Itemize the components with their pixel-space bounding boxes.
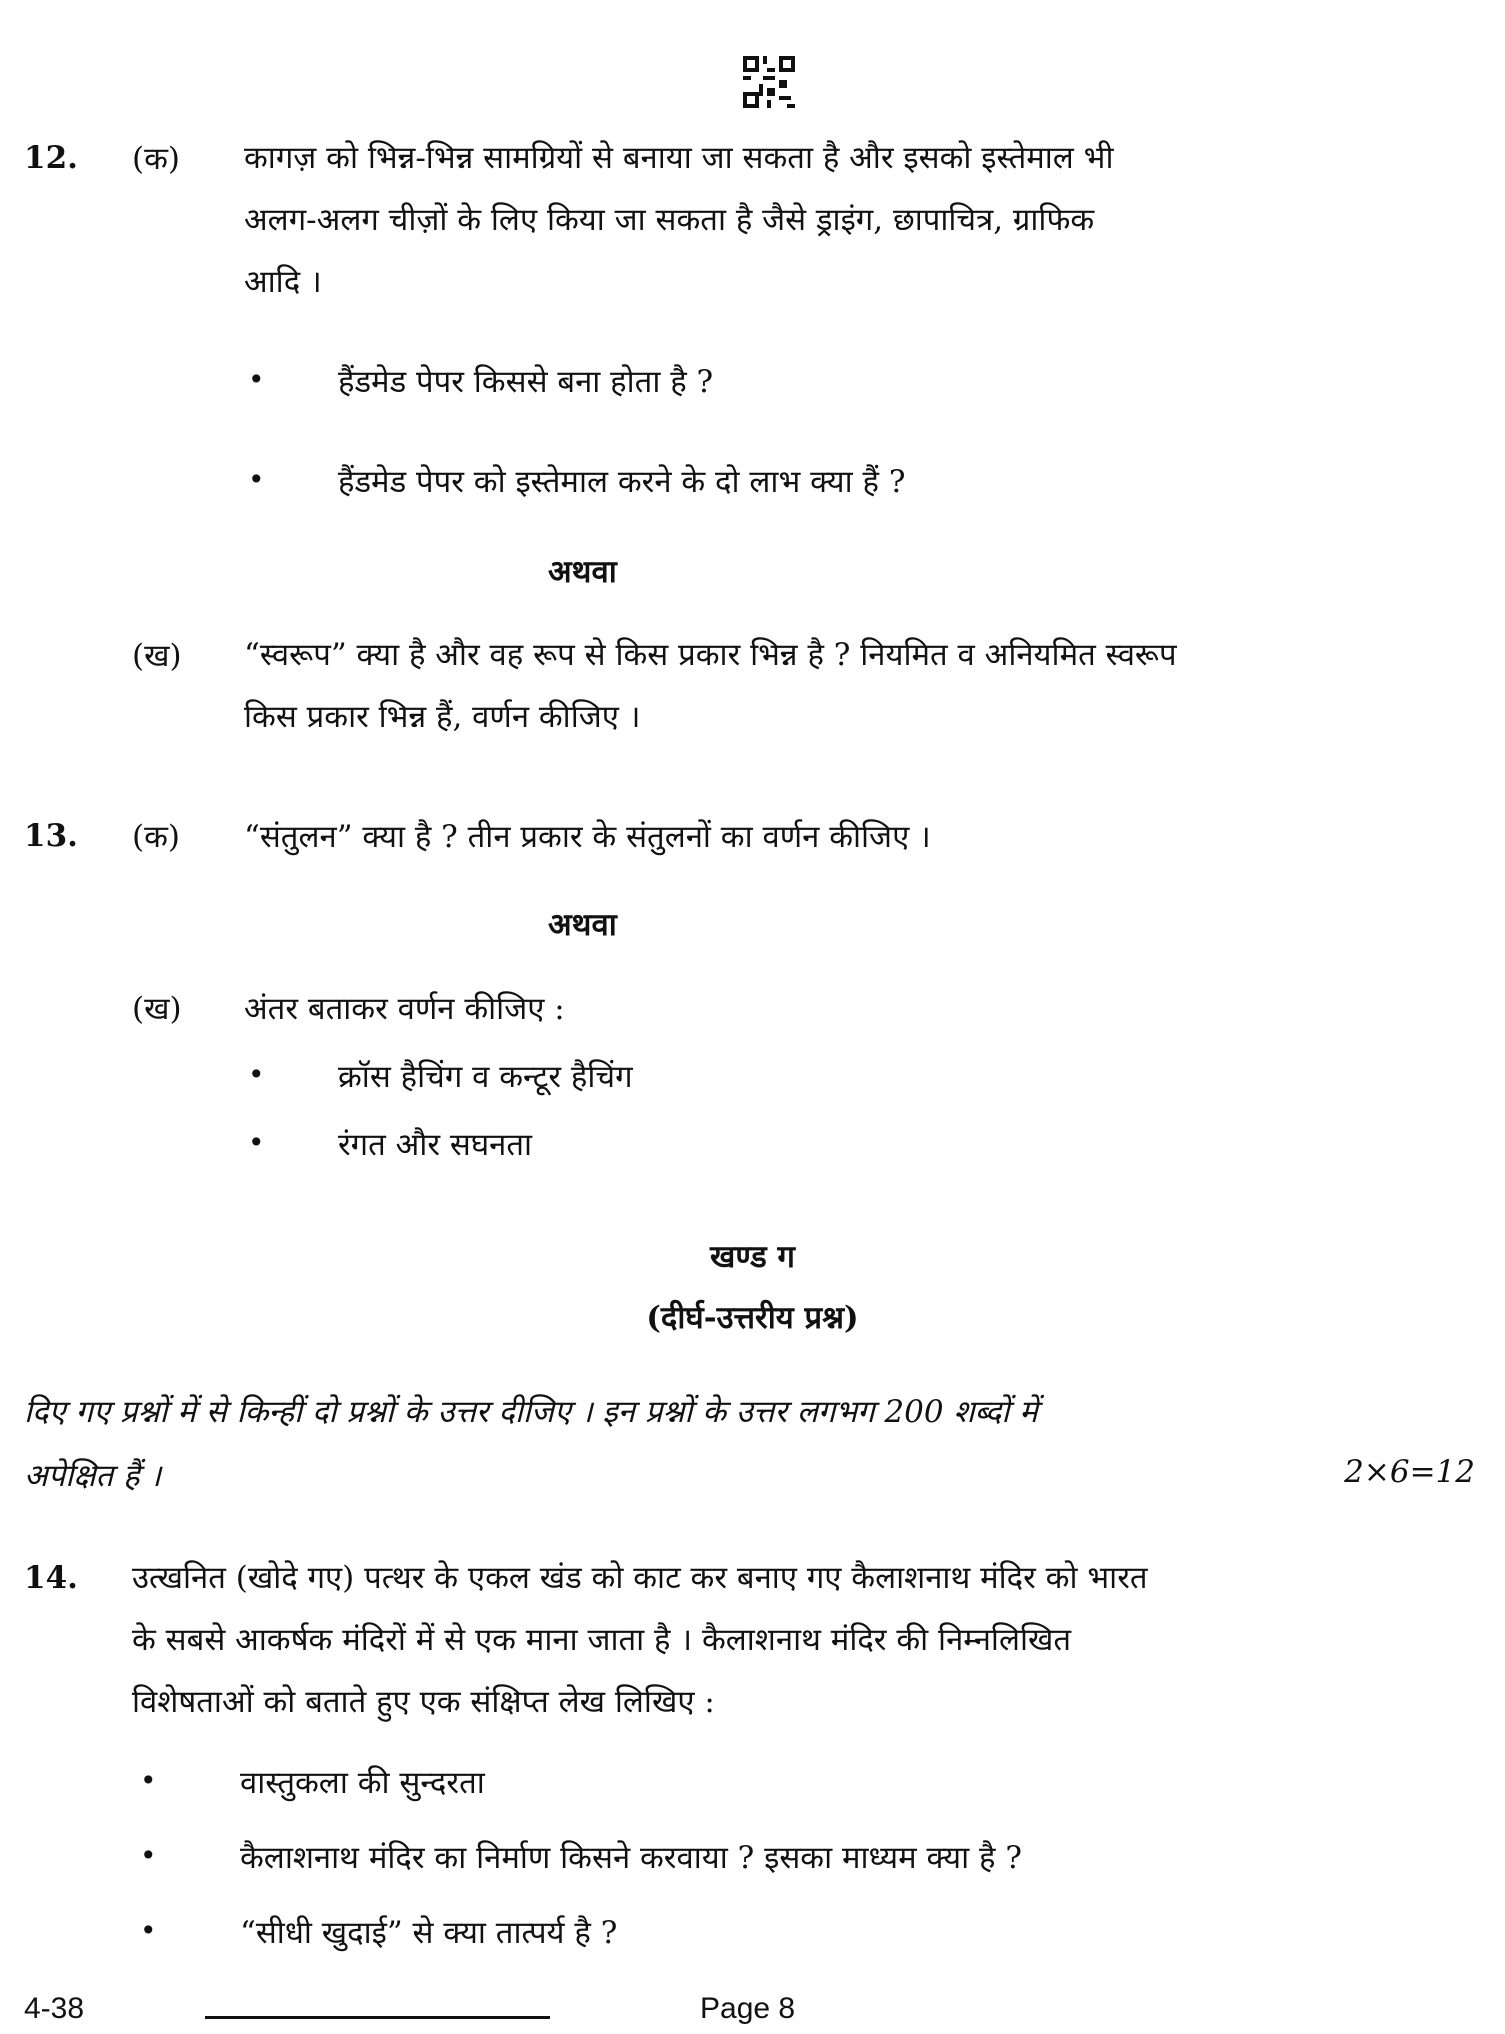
text-line: के सबसे आकर्षक मंदिरों में से एक माना जाता है । कैलाशनाथ मंदिर की निम्नलिखित [132,1622,1072,1658]
bullet-icon: • [248,363,265,396]
text-line: आदि । [244,264,322,300]
question-number: 13. [24,818,78,854]
question-text: “संतुलन” क्या है ? तीन प्रकार के संतुलनों का वर्णन कीजिए । [244,819,931,855]
bullet-icon: • [140,1839,157,1872]
question-text: अंतर बताकर वर्णन कीजिए : [244,991,565,1027]
bullet-text: क्रॉस हैचिंग व कन्टूर हैचिंग [338,1059,633,1095]
bullet-icon: • [140,1914,157,1947]
qr-code [743,56,795,108]
section-subtitle: (दीर्घ-उत्तरीय प्रश्न) [646,1300,859,1336]
question-number: 12. [24,140,78,176]
bullet-text: रंगत और सघनता [338,1127,533,1163]
option-label: (क) [132,141,180,177]
marks-label: 2×6=12 [1344,1454,1475,1490]
bullet-icon: • [248,1058,265,1091]
instruction-text: दिए गए प्रश्नों में से किन्हीं दो प्रश्नों के उत्तर दीजिए । इन प्रश्नों के उत्तर लगभग 200 शब्दों में [24,1394,1038,1430]
option-label: (ख) [132,991,182,1027]
footer-divider [205,2016,550,2019]
text-line: अलग-अलग चीज़ों के लिए किया जा सकता है जैसे ड्राइंग, छापाचित्र, ग्राफिक [244,202,1095,238]
or-separator: अथवा [548,554,617,590]
question-text [244,624,1177,748]
or-separator: अथवा [548,907,617,943]
paper-code: 4-38 [24,1992,85,2025]
bullet-text: “सीधी खुदाई” से क्या तात्पर्य है ? [240,1915,618,1951]
page-number: Page 8 [700,1992,796,2025]
option-label: (क) [132,819,180,855]
question-text [244,127,1114,313]
bullet-icon: • [140,1764,157,1797]
question-text [132,1547,1148,1733]
text-line: “स्वरूप” क्या है और वह रूप से किस प्रकार भिन्न है ? नियमित व अनियमित स्वरूप [244,637,1177,673]
bullet-icon: • [248,463,265,496]
section-title: खण्ड ग [710,1239,795,1275]
bullet-icon: • [248,1126,265,1159]
question-number: 14. [24,1560,78,1596]
bullet-text: वास्तुकला की सुन्दरता [240,1765,485,1801]
bullet-text: हैंडमेड पेपर को इस्तेमाल करने के दो लाभ क्या हैं ? [338,464,906,500]
text-line: उत्खनित (खोदे गए) पत्थर के एकल खंड को काट कर बनाए गए कैलाशनाथ मंदिर को भारत [132,1560,1148,1596]
option-label: (ख) [132,638,182,674]
bullet-text: कैलाशनाथ मंदिर का निर्माण किसने करवाया ? इसका माध्यम क्या है ? [240,1840,1022,1876]
text-line: विशेषताओं को बताते हुए एक संक्षिप्त लेख लिखिए : [132,1684,715,1720]
text-line: किस प्रकार भिन्न हैं, वर्णन कीजिए । [244,699,641,735]
bullet-text: हैंडमेड पेपर किससे बना होता है ? [338,364,714,400]
instruction-text: अपेक्षित हैं । [24,1458,162,1494]
text-line: कागज़ को भिन्न-भिन्न सामग्रियों से बनाया जा सकता है और इसको इस्तेमाल भी [244,140,1114,176]
